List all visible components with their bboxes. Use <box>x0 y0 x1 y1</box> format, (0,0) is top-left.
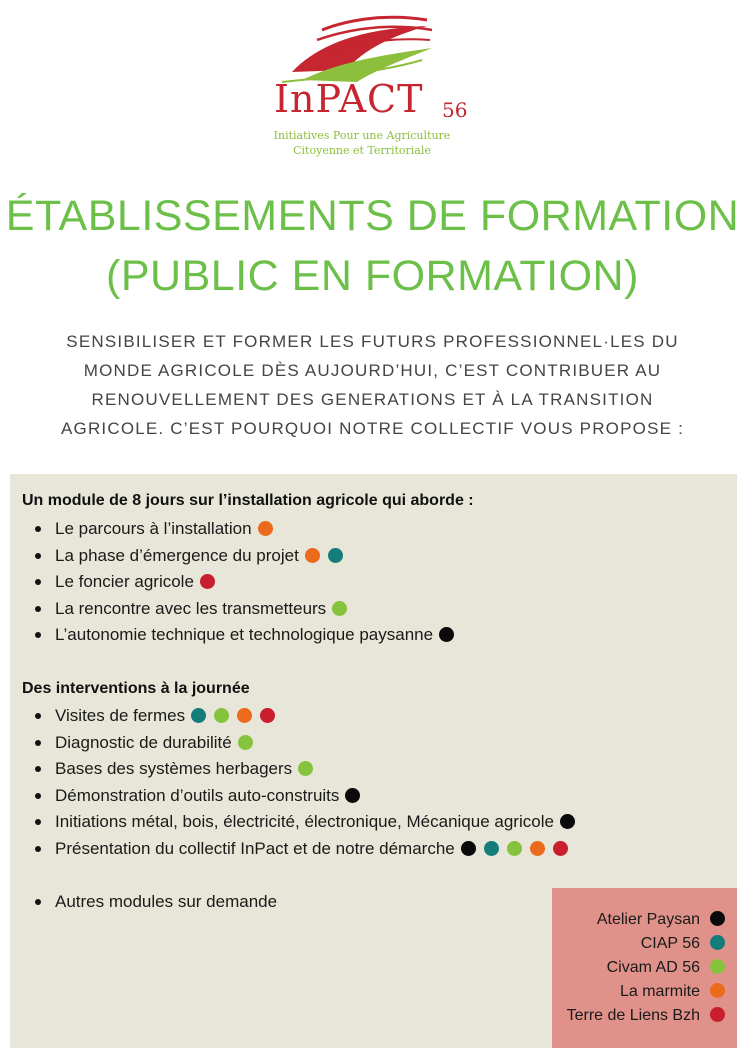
green-dot-icon <box>238 735 253 750</box>
list-item <box>32 756 575 783</box>
list-item-label: La rencontre avec les transmetteurs <box>55 598 327 618</box>
green-dot-icon <box>710 959 725 974</box>
list-item <box>32 622 454 649</box>
list-item-label: L’autonomie technique et technologique paysanne <box>55 625 434 644</box>
orange-dot-icon <box>237 708 252 723</box>
list-item-label: Le parcours à l’installation <box>55 519 252 538</box>
module-heading: Un module de 8 jours sur l’installation agricole qui aborde : <box>22 492 474 509</box>
list-item <box>32 543 454 570</box>
red-dot-icon <box>200 574 215 589</box>
page-title-line-2: (PUBLIC EN FORMATION) <box>106 252 639 300</box>
module-list <box>32 516 454 649</box>
list-item-label: Autres modules sur demande <box>55 892 278 911</box>
orange-dot-icon <box>530 841 545 856</box>
black-dot-icon <box>461 841 476 856</box>
interventions-list <box>32 703 575 862</box>
legend-item <box>597 910 725 930</box>
list-item-label: Démonstration d’outils auto-construits <box>55 785 340 805</box>
orange-dot-icon <box>710 983 725 998</box>
teal-dot-icon <box>484 841 499 856</box>
legend-item <box>607 958 725 978</box>
black-dot-icon <box>345 788 360 803</box>
green-dot-icon <box>332 601 347 616</box>
page-title-line-1: ÉTABLISSEMENTS DE FORMATION <box>5 192 740 240</box>
list-item <box>32 889 277 916</box>
list-item-label: Bases des systèmes herbagers <box>55 759 293 778</box>
list-item-label: Le foncier agricole <box>55 572 194 591</box>
green-dot-icon <box>214 708 229 723</box>
legend-item <box>620 982 725 1002</box>
list-item <box>32 569 454 596</box>
logo-tagline-line-2: Citoyenne et Territoriale <box>293 144 431 157</box>
legend-item-label: Atelier Paysan <box>596 911 700 928</box>
red-dot-icon <box>260 708 275 723</box>
inpact-logo <box>262 10 492 160</box>
teal-dot-icon <box>191 708 206 723</box>
black-dot-icon <box>439 627 454 642</box>
logo-tagline <box>262 128 462 158</box>
red-dot-icon <box>553 841 568 856</box>
teal-dot-icon <box>328 548 343 563</box>
list-item-label: Présentation du collectif InPact et de notre démarche <box>55 838 455 858</box>
list-item <box>32 836 575 863</box>
logo-wordmark: InPACT <box>274 77 424 121</box>
logo-tagline-line-1: Initiatives Pour une Agriculture <box>273 129 451 142</box>
list-item <box>32 783 575 810</box>
interventions-heading: Des interventions à la journée <box>22 680 250 697</box>
list-item-label: Diagnostic de durabilité <box>55 732 232 752</box>
other-list <box>32 889 277 916</box>
legend-item-label: Civam AD 56 <box>606 959 700 976</box>
orange-dot-icon <box>305 548 320 563</box>
intro-paragraph: SENSIBILISER ET FORMER LES FUTURS PROFESSIONNEL·LES DU MONDE AGRICOLE DÈS AUJOURD’HUI, C’EST CONTRIBUER AU RENOUVELLEMENT DES GENERATIONS ET À LA TRANSITION AGRICOLE. C’EST POURQUOI NOTRE COLLECTIF VOUS PROPOSE : <box>60 332 684 438</box>
legend-item <box>567 1006 725 1026</box>
logo-number: 56 <box>442 98 468 122</box>
legend-item-label: Terre de Liens Bzh <box>566 1007 700 1024</box>
green-dot-icon <box>507 841 522 856</box>
black-dot-icon <box>710 911 725 926</box>
partners-legend <box>552 888 737 1048</box>
list-item <box>32 596 454 623</box>
page-title <box>0 186 745 306</box>
list-item-label: Initiations métal, bois, électricité, électronique, Mécanique agricole <box>55 812 554 831</box>
legend-item-label: La marmite <box>619 983 700 1000</box>
list-item <box>32 516 454 543</box>
black-dot-icon <box>560 814 575 829</box>
green-dot-icon <box>298 761 313 776</box>
list-item-label: Visites de fermes <box>55 706 186 725</box>
orange-dot-icon <box>258 521 273 536</box>
list-item <box>32 730 575 757</box>
teal-dot-icon <box>710 935 725 950</box>
legend-item <box>641 934 725 954</box>
list-item <box>32 703 575 730</box>
list-item <box>32 809 575 836</box>
red-dot-icon <box>710 1007 725 1022</box>
legend-item-label: CIAP 56 <box>640 935 700 952</box>
list-item-label: La phase d’émergence du projet <box>55 545 299 565</box>
